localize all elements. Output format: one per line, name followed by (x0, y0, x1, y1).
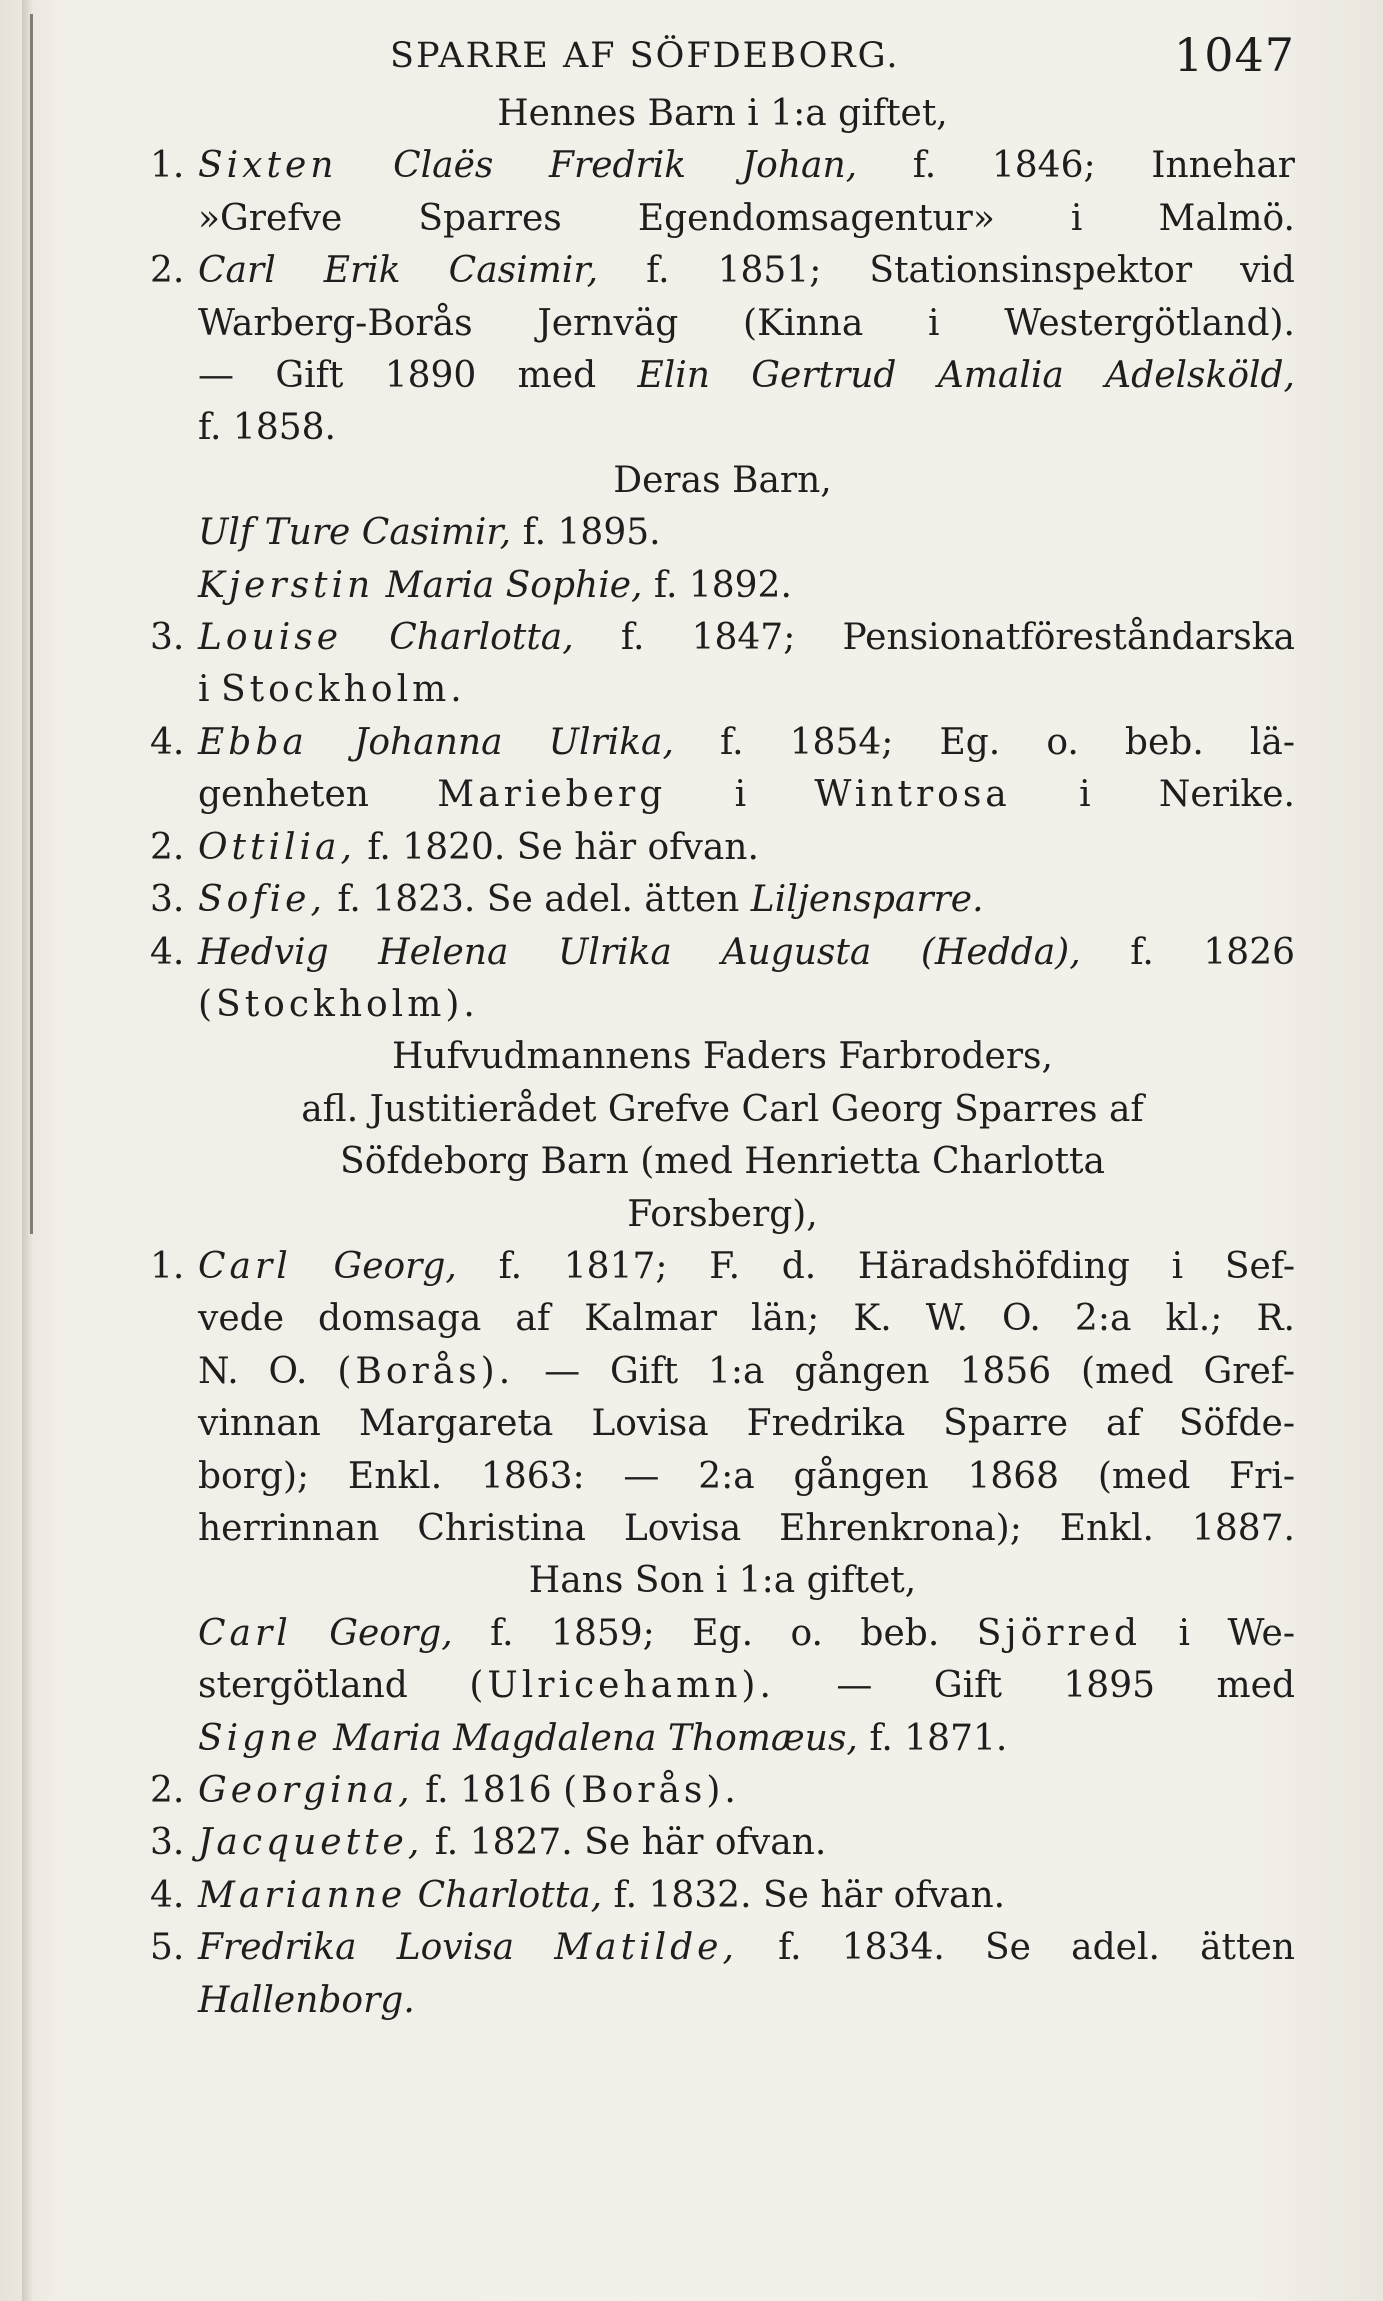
entry-line: borg); Enkl. 1863: — 2:a gången 1868 (med Fri- (198, 1455, 1295, 1497)
entry-line: i Stockholm. (198, 669, 466, 711)
entry-line: (Stockholm). (198, 983, 479, 1025)
entry-line: stergötland (Ulricehamn). — Gift 1895 med (198, 1665, 1295, 1707)
entry-line: 5. Fredrika Lovisa Matilde, f. 1834. Se adel. ätten (150, 1927, 1295, 1969)
entry-line: 2. Carl Erik Casimir, f. 1851; Stationsinspektor vid (150, 250, 1295, 292)
entry-line: N. O. (Borås). — Gift 1:a gången 1856 (med Gref- (198, 1350, 1295, 1392)
section-heading: Hufvudmannens Faders Farbroders, (392, 1036, 1053, 1078)
entry-line: 1. Carl Georg, f. 1817; F. d. Häradshöfding i Sef- (150, 1245, 1295, 1287)
entry-line: »Grefve Sparres Egendomsagentur» i Malmö. (198, 197, 1295, 239)
entry-line: 1. Sixten Claës Fredrik Johan, f. 1846; Innehar (150, 145, 1295, 187)
entry-line: Ulf Ture Casimir, f. 1895. (198, 512, 661, 554)
page-number: 1047 (1173, 28, 1295, 82)
entry-line: vinnan Margareta Lovisa Fredrika Sparre af Söfde- (198, 1403, 1295, 1445)
entry-line: f. 1858. (198, 407, 336, 449)
running-title: SPARRE AF SÖFDEBORG. (390, 36, 900, 76)
entry-line: 3. Louise Charlotta, f. 1847; Pensionatföreståndarska (150, 617, 1295, 659)
page-content (150, 28, 1295, 2027)
entry-line: — Gift 1890 med Elin Gertrud Amalia Adelsköld, (198, 355, 1295, 397)
entry-line: Hallenborg. (198, 1979, 415, 2021)
entry-line: Warberg-Borås Jernväg (Kinna i Westergötland). (198, 302, 1295, 344)
entry-line: 2. Ottilia, f. 1820. Se här ofvan. (150, 826, 759, 868)
section-heading: Hennes Barn i 1:a giftet, (497, 93, 948, 134)
entry-line: 4. Ebba Johanna Ulrika, f. 1854; Eg. o. beb. lä- (150, 721, 1295, 763)
entry-line: 3. Jacquette, f. 1827. Se här ofvan. (150, 1822, 827, 1864)
entry-line: Kjerstin Maria Sophie, f. 1892. (198, 564, 792, 606)
entry-line: 4. Hedvig Helena Ulrika Augusta (Hedda), f. 1826 (150, 931, 1296, 973)
entry-line: Carl Georg, f. 1859; Eg. o. beb. Sjörred i We- (198, 1612, 1295, 1654)
section-heading: Söfdeborg Barn (med Henrietta Charlotta (340, 1141, 1105, 1183)
entry-line: 4. Marianne Charlotta, f. 1832. Se här ofvan. (150, 1874, 1006, 1916)
section-heading: Forsberg), (627, 1193, 818, 1235)
entry-line: genheten Marieberg i Wintrosa i Nerike. (198, 774, 1295, 816)
page-edge-line (30, 14, 33, 1234)
entry-line: vede domsaga af Kalmar län; K. W. O. 2:a kl.; R. (198, 1298, 1295, 1340)
page-header (150, 28, 1295, 88)
entry-line: 3. Sofie, f. 1823. Se adel. ätten Liljensparre. (150, 879, 984, 921)
section-heading: Deras Barn, (613, 459, 832, 501)
section-heading: afl. Justitierådet Grefve Carl Georg Sparres af (301, 1088, 1144, 1130)
entry-line: herrinnan Christina Lovisa Ehrenkrona); Enkl. 1887. (198, 1507, 1295, 1549)
section-heading: Hans Son i 1:a giftet, (528, 1560, 917, 1602)
entry-line: Signe Maria Magdalena Thomæus, f. 1871. (198, 1717, 1008, 1759)
entry-line: 2. Georgina, f. 1816 (Borås). (150, 1770, 740, 1811)
